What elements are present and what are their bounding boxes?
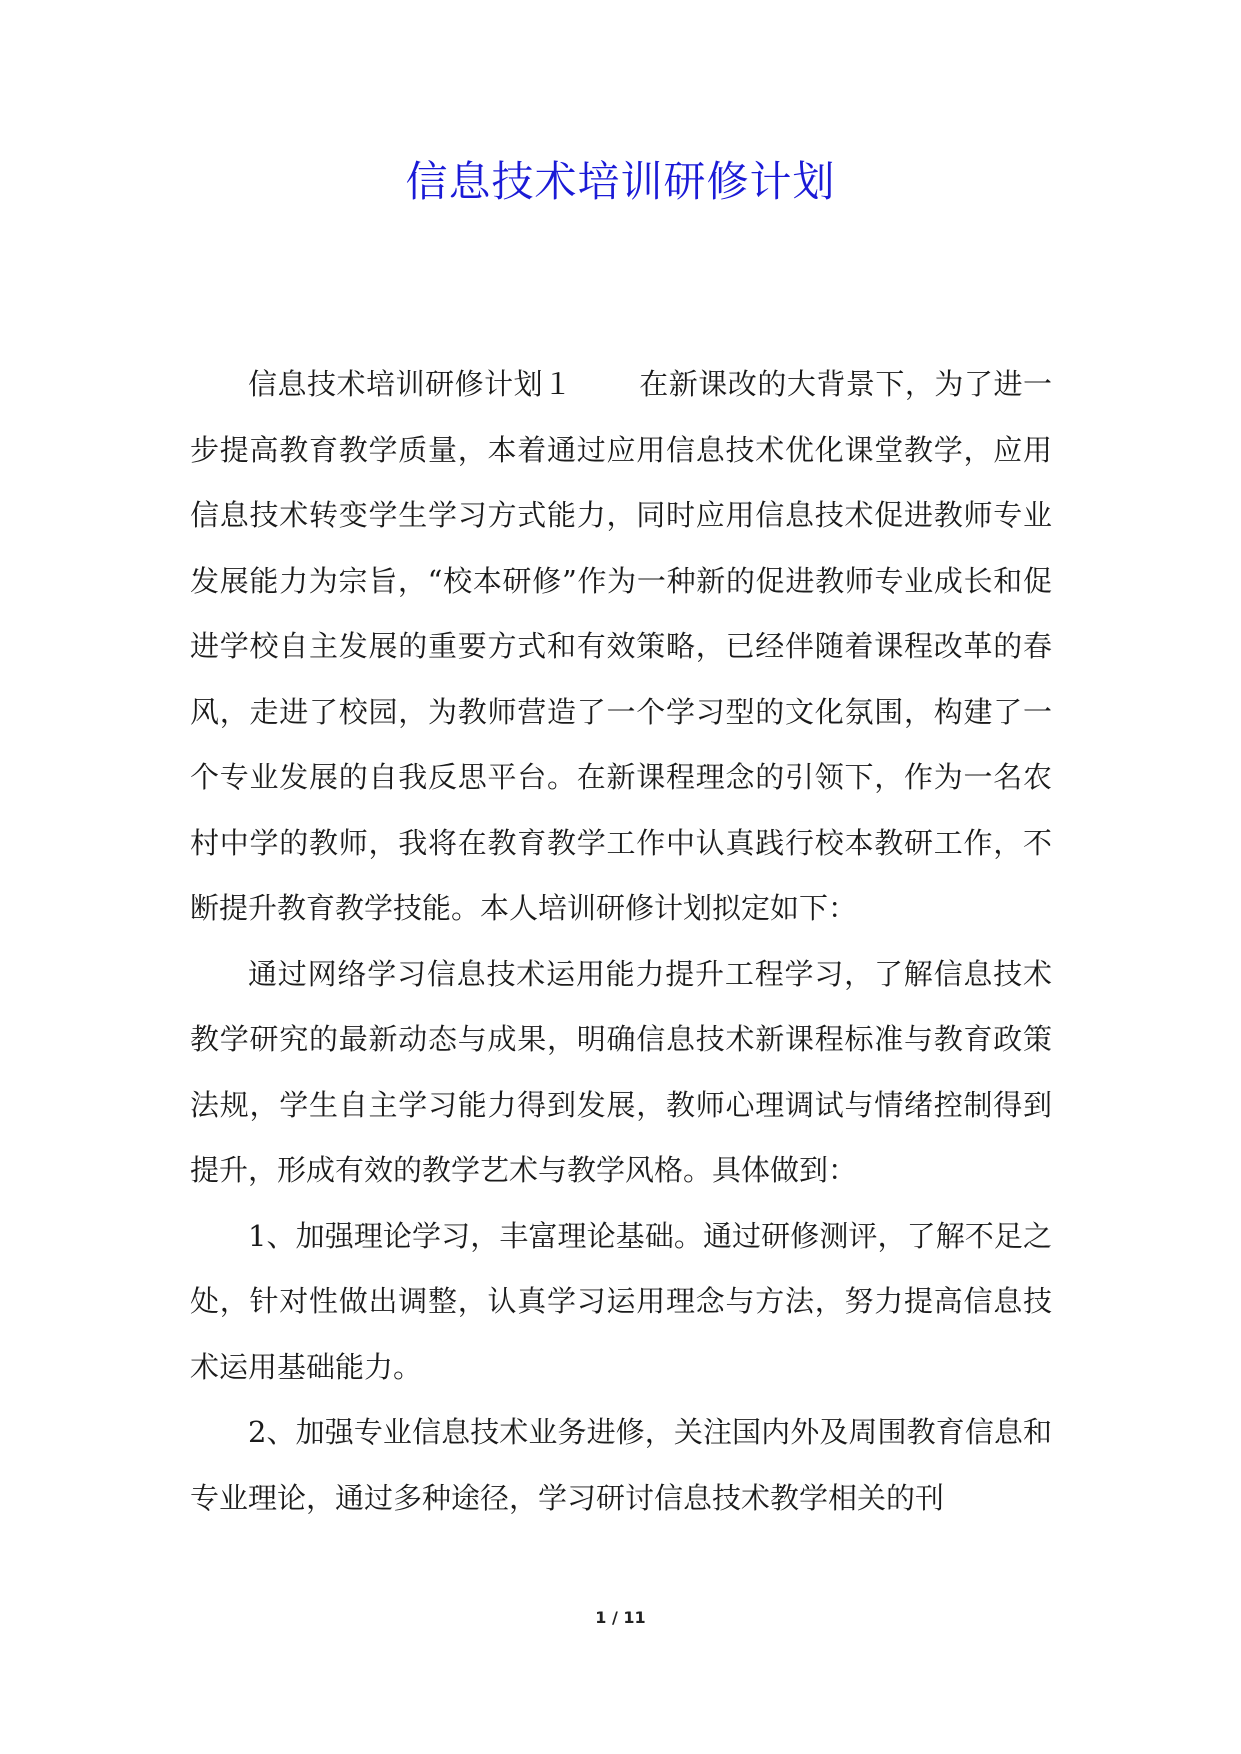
page-number: 1 / 11 (595, 1608, 646, 1627)
document-body (190, 352, 1052, 1531)
paragraph-text: 在新课改的大背景下，为了进一步提高教育教学质量，本着通过应用信息技术优化课堂教学，应用信息技术转变学生学习方式能力，同时应用信息技术促进教师专业发展能力为宗旨，“校本研修”作为一种新的促进教师专业成长和促进学校自主发展的重要方式和有效策略，已经伴随着课程改革的春风，走进了校园，为教师营造了一个学习型的文化氛围，构建了一个专业发展的自我反思平台。在新课程理念的引领下，作为一名农村中学的教师，我将在教育教学工作中认真践行校本教研工作，不断提升教育教学技能。本人培训研修计划拟定如下： (190, 367, 1052, 925)
document-title: 信息技术培训研修计划 (405, 157, 836, 206)
paragraph-lead: 信息技术培训研修计划１ (248, 367, 573, 401)
paragraph-item-2: 2、加强专业信息技术业务进修，关注国内外及周围教育信息和专业理论，通过多种途径，学习研讨信息技术教学相关的刊 (190, 1415, 1052, 1515)
paragraph-goals: 通过网络学习信息技术运用能力提升工程学习，了解信息技术教学研究的最新动态与成果，明确信息技术新课程标准与教育政策法规，学生自主学习能力得到发展，教师心理调试与情绪控制得到提升，形成有效的教学艺术与教学风格。具体做到： (190, 956, 1052, 1187)
paragraph-item-1: 1、加强理论学习，丰富理论基础。通过研修测评，了解不足之处，针对性做出调整，认真学习运用理念与方法，努力提高信息技术运用基础能力。 (190, 1218, 1052, 1384)
paragraph-intro (190, 352, 1052, 942)
